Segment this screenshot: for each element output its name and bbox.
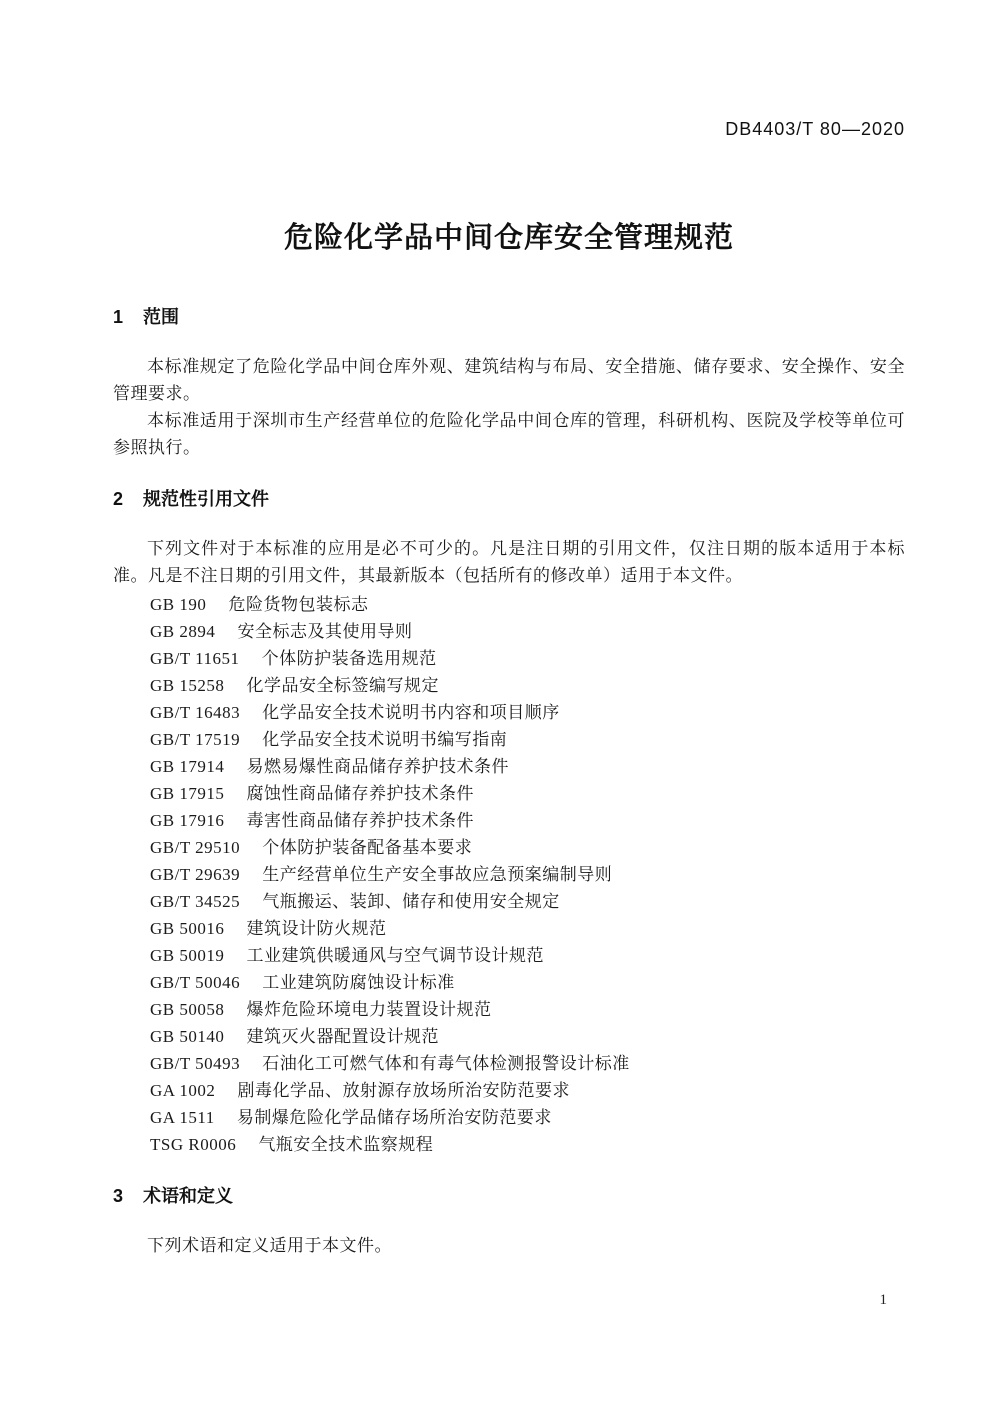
section-2-title: 规范性引用文件 — [143, 489, 270, 509]
reference-code: GB/T 50046 — [150, 973, 241, 992]
reference-title: 安全标志及其使用导则 — [237, 622, 413, 641]
reference-title: 毒害性商品储存养护技术条件 — [246, 811, 474, 830]
section-3-body — [113, 1232, 905, 1259]
reference-code: GB 50019 — [150, 946, 225, 965]
reference-title: 危险货物包装标志 — [228, 595, 369, 614]
reference-item — [150, 942, 905, 969]
reference-item — [150, 861, 905, 888]
reference-item — [150, 753, 905, 780]
section-1-number: 1 — [113, 307, 124, 327]
reference-item — [150, 780, 905, 807]
section-3-heading — [113, 1182, 905, 1210]
section-1-title: 范围 — [143, 307, 180, 327]
reference-code: GB/T 50493 — [150, 1054, 241, 1073]
reference-title: 建筑设计防火规范 — [246, 919, 387, 938]
reference-item — [150, 1050, 905, 1077]
reference-code: GB 17916 — [150, 811, 225, 830]
reference-code: GB 50140 — [150, 1027, 225, 1046]
reference-title: 建筑灭火器配置设计规范 — [246, 1027, 439, 1046]
reference-item — [150, 915, 905, 942]
reference-title: 化学品安全技术说明书内容和项目顺序 — [262, 703, 560, 722]
reference-title: 化学品安全技术说明书编写指南 — [262, 730, 508, 749]
page-number: 1 — [879, 1292, 887, 1308]
reference-title: 工业建筑供暖通风与空气调节设计规范 — [246, 946, 544, 965]
reference-code: TSG R0006 — [150, 1135, 237, 1154]
section-2-body — [113, 535, 905, 589]
reference-item — [150, 969, 905, 996]
paragraph: 下列术语和定义适用于本文件。 — [147, 1236, 392, 1255]
reference-code: GB/T 34525 — [150, 892, 241, 911]
reference-code: GB/T 29639 — [150, 865, 241, 884]
reference-title: 易制爆危险化学品储存场所治安防范要求 — [236, 1108, 552, 1127]
doc-number: DB4403/T 80—2020 — [725, 119, 905, 139]
reference-code: GB/T 11651 — [150, 649, 240, 668]
reference-title: 剧毒化学品、放射源存放场所治安防范要求 — [237, 1081, 570, 1100]
reference-item — [150, 888, 905, 915]
reference-item — [150, 645, 905, 672]
reference-code: GB/T 29510 — [150, 838, 241, 857]
reference-code: GB 17915 — [150, 784, 225, 803]
section-1-body — [113, 353, 905, 461]
section-2-number: 2 — [113, 489, 124, 509]
reference-title: 腐蚀性商品储存养护技术条件 — [246, 784, 474, 803]
section-3-number: 3 — [113, 1186, 124, 1206]
reference-title: 个体防护装备选用规范 — [261, 649, 437, 668]
reference-item — [150, 726, 905, 753]
reference-list — [113, 591, 905, 1158]
reference-title: 气瓶搬运、装卸、储存和使用安全规定 — [262, 892, 560, 911]
paragraph: 本标准规定了危险化学品中间仓库外观、建筑结构与布局、安全措施、储存要求、安全操作、安全管理要求。 — [113, 357, 905, 403]
reference-title: 气瓶安全技术监察规程 — [258, 1135, 434, 1154]
reference-code: GA 1511 — [150, 1108, 215, 1127]
section-3-title: 术语和定义 — [143, 1186, 234, 1206]
reference-code: GB 190 — [150, 595, 207, 614]
reference-title: 个体防护装备配备基本要求 — [262, 838, 473, 857]
reference-item — [150, 834, 905, 861]
reference-code: GB/T 16483 — [150, 703, 241, 722]
reference-item — [150, 699, 905, 726]
reference-title: 工业建筑防腐蚀设计标准 — [262, 973, 455, 992]
reference-code: GB 50016 — [150, 919, 225, 938]
reference-title: 生产经营单位生产安全事故应急预案编制导则 — [262, 865, 613, 884]
reference-title: 易燃易爆性商品储存养护技术条件 — [246, 757, 509, 776]
reference-item — [150, 618, 905, 645]
reference-code: GB 50058 — [150, 1000, 225, 1019]
section-2-heading — [113, 485, 905, 513]
paragraph: 本标准适用于深圳市生产经营单位的危险化学品中间仓库的管理，科研机构、医院及学校等单位可参照执行。 — [113, 411, 905, 457]
reference-code: GB 15258 — [150, 676, 225, 695]
reference-item — [150, 672, 905, 699]
reference-code: GB 17914 — [150, 757, 225, 776]
reference-item — [150, 996, 905, 1023]
section-1-heading — [113, 303, 905, 331]
reference-item — [150, 1131, 905, 1158]
reference-code: GB/T 17519 — [150, 730, 241, 749]
reference-item — [150, 591, 905, 618]
doc-title: 危险化学品中间仓库安全管理规范 — [283, 222, 734, 254]
reference-item — [150, 1023, 905, 1050]
reference-item — [150, 1104, 905, 1131]
reference-title: 石油化工可燃气体和有毒气体检测报警设计标准 — [262, 1054, 630, 1073]
reference-code: GB 2894 — [150, 622, 216, 641]
reference-code: GA 1002 — [150, 1081, 216, 1100]
section-2-intro-paragraph: 下列文件对于本标准的应用是必不可少的。凡是注日期的引用文件，仅注日期的版本适用于本标准。凡是不注日期的引用文件，其最新版本（包括所有的修改单）适用于本文件。 — [113, 539, 905, 585]
reference-item — [150, 807, 905, 834]
reference-title: 化学品安全标签编写规定 — [246, 676, 439, 695]
reference-title: 爆炸危险环境电力装置设计规范 — [246, 1000, 492, 1019]
reference-item — [150, 1077, 905, 1104]
